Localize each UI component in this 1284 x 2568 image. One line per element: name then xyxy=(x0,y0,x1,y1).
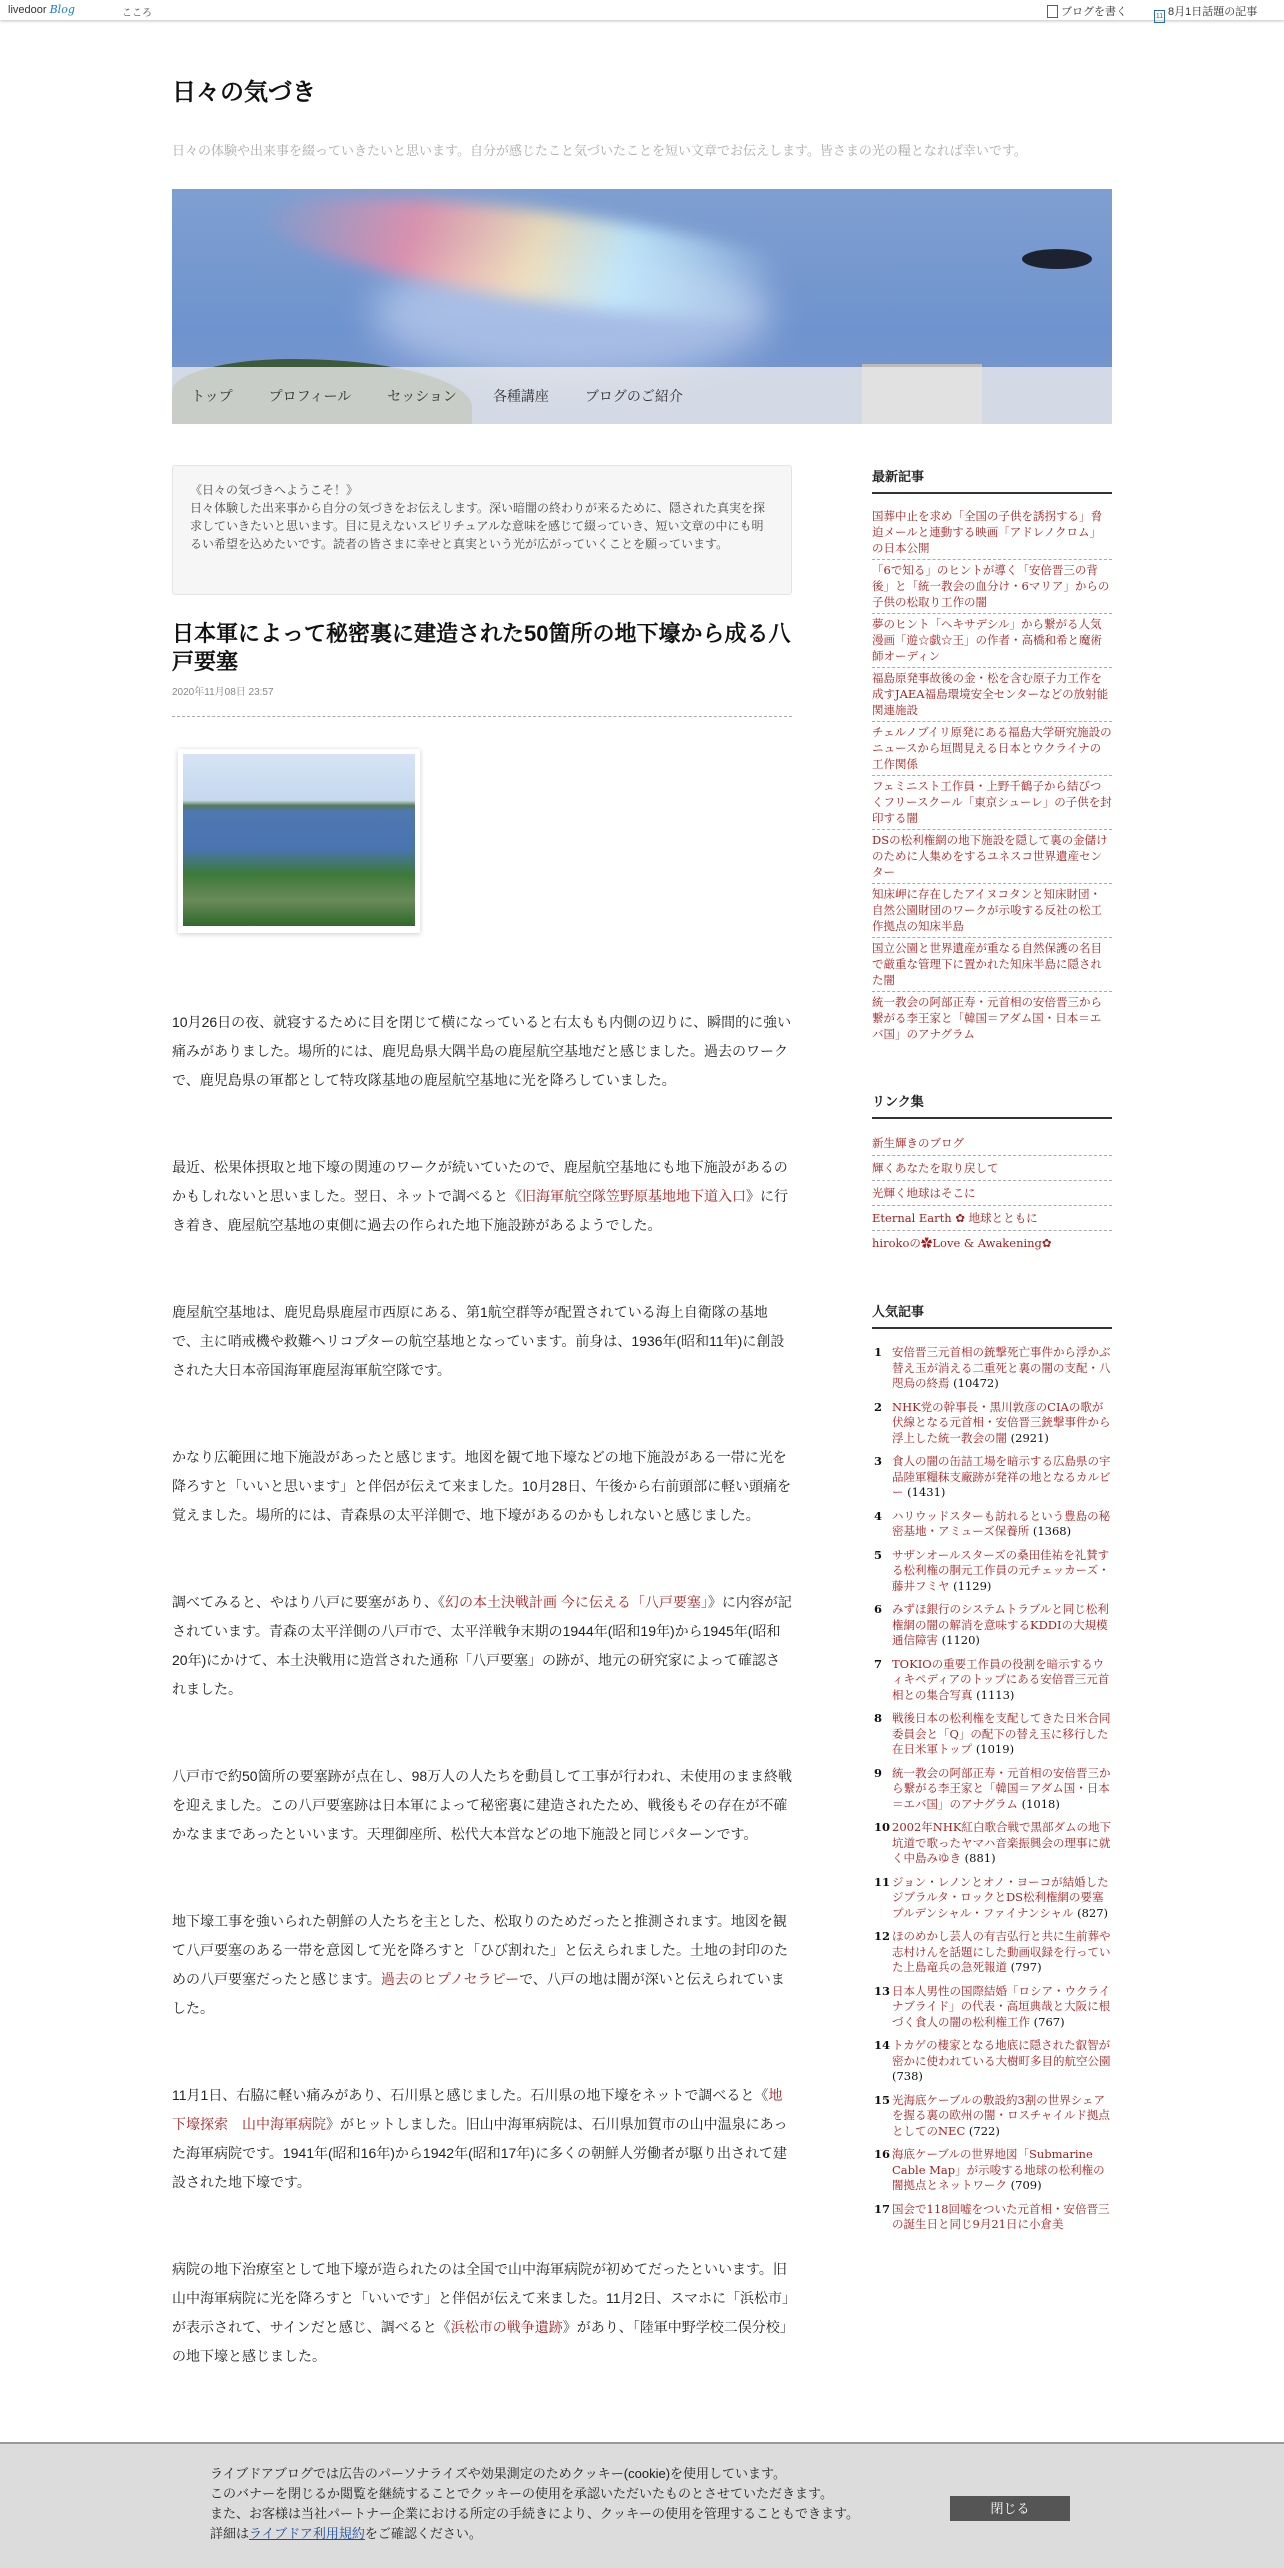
latest-article-link[interactable]: フェミニスト工作員・上野千鶴子から結びつくフリースクール「東京シューレ」の子供を封印する闇 xyxy=(872,776,1112,830)
latest-article-link[interactable]: DSの松利権網の地下施設を隠して裏の金儲けのために人集めをするユネスコ世界遺産センター xyxy=(872,830,1112,884)
paragraph xyxy=(172,1588,792,1704)
rank-number: 5 xyxy=(874,1547,883,1562)
view-count: (10472) xyxy=(953,1376,999,1390)
text: 》があり、「陸軍中野学校二俣分校」の地下壕と感じました。 xyxy=(172,2319,787,2364)
pencil-icon xyxy=(1047,5,1058,18)
popular-article-item xyxy=(872,1548,1112,1595)
text: 鹿屋航空基地は、鹿児島県鹿屋市西原にある、第1航空群等が配置されている海上自衛隊の基地で、主に哨戒機や救難ヘリコプターの航空基地となっています。前身は、1936年(昭和11年)に創設された大日本帝国海軍鹿屋海軍航空隊です。 xyxy=(172,1304,785,1378)
popular-article-link[interactable]: ハリウッドスターも訪れるという豊島の秘密基地・アミューズ保養所 xyxy=(892,1508,1111,1538)
text: 》に行き着き、鹿屋航空基地の東側に過去の作られた地下施設跡があるようでした。 xyxy=(172,1188,788,1233)
paragraph xyxy=(172,2255,792,2371)
view-count: (709) xyxy=(1010,2178,1042,2192)
cookie-detail-suffix: をご確認ください。 xyxy=(364,2526,482,2541)
popular-article-link[interactable]: 光海底ケーブルの敷設約3割の世界シェアを握る裏の欧州の闇・ロスチャイルド拠点としてのNEC xyxy=(892,2092,1110,2138)
article-link[interactable]: 過去のヒプノセラピー xyxy=(380,1971,520,1987)
text: 最近、松果体摂取と地下壕の関連のワークが続いていたので、鹿屋航空基地にも地下施設があるのかもしれないと思いました。翌日、ネットで調べると《 xyxy=(172,1159,788,1204)
cookie-detail-prefix: 詳細は xyxy=(210,2526,250,2541)
view-count: (1368) xyxy=(1032,1524,1072,1538)
latest-article-link[interactable]: 夢のヒント「ヘキサデシル」から繋がる人気漫画「遊☆戯☆王」の作者・高橋和希と魔術師オーディン xyxy=(872,614,1112,668)
rank-number: 2 xyxy=(874,1399,883,1414)
paragraph xyxy=(172,1907,792,2023)
article-body xyxy=(172,1008,792,2429)
text: かなり広範囲に地下施設があったと感じます。地図を観て地下壕などの地下施設がある一帯に光を降ろすと「いいと思います」と伴侶が伝えて来ました。10月28日、午後から右前頭部に軽い頭痛を覚えました。場所的には、青森県の太平洋側で、地下壕があるのかもしれないと感じました。 xyxy=(172,1449,792,1523)
livedoor-blog-logo[interactable] xyxy=(8,3,75,16)
popular-article-link[interactable]: 国会で118回嘘をついた元首相・安倍晋三の誕生日と同じ9月21日に小倉美 xyxy=(892,2201,1110,2231)
blogroll-link[interactable]: hirokoの✿Love & Awakening✿ xyxy=(872,1236,1052,1250)
paragraph xyxy=(172,1153,792,1240)
header-image xyxy=(172,189,1112,424)
nav-profile[interactable]: プロフィール xyxy=(268,387,352,404)
close-button[interactable]: 閉じる xyxy=(950,2496,1070,2521)
popular-articles-list xyxy=(872,1345,1112,2233)
popular-article-link[interactable]: NHK党の幹事長・黒川敦彦のCIAの歌が伏線となる元首相・安倍晋三銃撃事件から浮上した統一教会の闇 xyxy=(892,1399,1111,1445)
welcome-heading: 《日々の気づきへようこそ！》 xyxy=(190,483,359,497)
popular-article-link[interactable]: サザンオールスターズの桑田佳祐を礼賛する松利権の胴元工作員の元チェッカーズ・藤井フミヤ xyxy=(892,1547,1110,1593)
logo-text: livedoor xyxy=(8,4,47,16)
terms-link[interactable]: ライブドア利用規約 xyxy=(249,2526,365,2541)
nav-blog-intro[interactable]: ブログのご紹介 xyxy=(584,387,683,404)
article-photo[interactable] xyxy=(178,749,420,933)
popular-article-item xyxy=(872,1820,1112,1867)
paragraph xyxy=(172,1762,792,1849)
popular-article-item xyxy=(872,1657,1112,1704)
latest-article-link[interactable]: 国立公園と世界遺産が重なる自然保護の名目で厳重な管理下に置かれた知床半島に隠された闇 xyxy=(872,938,1112,992)
rank-number: 7 xyxy=(874,1656,883,1671)
view-count: (2921) xyxy=(1010,1430,1049,1445)
popular-article-item xyxy=(872,1602,1112,1649)
latest-article-link[interactable]: チェルノブイリ原発にある福島大学研究施設のニュースから垣間見える日本とウクライナの工作関係 xyxy=(872,722,1112,776)
links-list xyxy=(872,1131,1112,1255)
view-count: (797) xyxy=(1010,1960,1042,1974)
divider xyxy=(172,716,792,717)
blogroll-link[interactable]: 輝くあなたを取り戻して xyxy=(872,1156,1112,1181)
blogroll-link[interactable]: Eternal Earth ✿ 地球とともに xyxy=(872,1206,1112,1231)
popular-article-item xyxy=(872,2038,1112,2085)
text: 10月26日の夜、就寝するために目を閉じて横になっていると右太もも内側の辺りに、瞬間的に強い痛みがありました。場所的には、鹿児島県大隅半島の鹿屋航空基地だと感じました。過去のワークで、鹿児島県の軍都として特攻隊基地の鹿屋航空基地に光を降ろしていました。 xyxy=(172,1014,792,1088)
cookie-text xyxy=(210,2464,859,2544)
latest-article-link[interactable]: 国葬中止を求め「全国の子供を誘拐する」脅迫メールと連動する映画「アドレノクロム」の日本公開 xyxy=(872,506,1112,560)
text: 病院の地下治療室として地下壕が造られたのは全国で山中海軍病院が初めてだったといいます。旧山中海軍病院に光を降ろすと「いいです」と伴侶が伝えて来ました。11月2日、スマホに「浜松市」が表示されて、サインだと感じ、調べると《 xyxy=(172,2261,790,2335)
article-link[interactable]: 浜松市の戦争遺跡 xyxy=(450,2319,563,2335)
blog-title[interactable]: 日々の気づき xyxy=(172,79,316,106)
nav-courses[interactable]: 各種講座 xyxy=(492,387,549,404)
view-count: (738) xyxy=(892,2069,923,2083)
popular-article-item xyxy=(872,2147,1112,2194)
article-link[interactable]: 旧海軍航空隊笠野原基地地下道入口 xyxy=(522,1188,746,1204)
nav-top[interactable]: トップ xyxy=(191,387,233,404)
welcome-box xyxy=(172,465,792,595)
blogroll-link[interactable]: 新生輝きのブログ xyxy=(872,1131,1112,1156)
nav-session[interactable]: セッション xyxy=(387,387,457,404)
rank-number: 14 xyxy=(874,2038,891,2052)
view-count: (767) xyxy=(1033,2014,1065,2029)
popular-article-link[interactable]: ジョン・レノンとオノ・ヨーコが結婚したジブラルタ・ロックとDS松利権網の要塞プルデンシャル・ファイナンシャル xyxy=(892,1874,1109,1920)
trending-label: 8月1日話題の記事 xyxy=(1168,6,1258,18)
latest-heading: 最新記事 xyxy=(872,466,1112,494)
rank-number: 8 xyxy=(874,1711,883,1725)
popular-article-link[interactable]: 2002年NHK紅白歌合戦で黒部ダムの地下坑道で歌ったヤマハ音楽振興会の理事に就く中島みゆき xyxy=(892,1820,1111,1865)
popular-article-item xyxy=(872,2093,1112,2140)
article-link[interactable]: 地下壕探索 山中海軍病院 xyxy=(172,2087,783,2132)
livedoor-top-bar xyxy=(0,0,1284,20)
view-count: (1129) xyxy=(953,1578,992,1593)
logo-blog-text: Blog xyxy=(49,3,75,16)
paragraph xyxy=(172,2081,792,2197)
view-count: (1019) xyxy=(975,1742,1015,1756)
blog-tagline: 日々の体験や出来事を綴っていきたいと思います。自分が感じたこと気づいたことを短い文章でお伝えします。皆さまの光の糧となれば幸いです。 xyxy=(172,143,1027,158)
text: 調べてみると、やはり八戸に要塞があり、《 xyxy=(172,1594,445,1610)
popular-article-item xyxy=(872,2202,1112,2233)
text: 11月1日、右脇に軽い痛みがあり、石川県と感じました。石川県の地下壕をネットで調べると《 xyxy=(172,2087,769,2103)
popular-heading: 人気記事 xyxy=(872,1301,1112,1329)
view-count: (881) xyxy=(964,1851,996,1865)
latest-article-link[interactable]: 知床岬に存在したアイヌコタンと知床財団・自然公園財団のワークが示唆する反社の松工作拠点の知床半島 xyxy=(872,884,1112,938)
cookie-line: このバナーを閉じるか閲覧を継続することでクッキーの使用を承認いただいたものとさせていただきます。 xyxy=(210,2486,833,2501)
calendar-icon: 11 xyxy=(1154,10,1165,23)
hero-streetlamp xyxy=(1022,249,1092,269)
popular-article-item xyxy=(872,1509,1112,1540)
rank-number: 9 xyxy=(874,1765,883,1780)
rank-number: 12 xyxy=(874,1929,891,1943)
popular-article-link[interactable]: ほのめかし芸人の有吉弘行と共に生前葬や志村けんを話題にした動画収録を行っていた上島竜兵の急死報道 xyxy=(892,1929,1111,1974)
text: 》がヒットしました。旧山中海軍病院は、石川県加賀市の山中温泉にあった海軍病院です。1941年(昭和16年)から1942年(昭和17年)に多くの朝鮮人労働者が駆り出されて建設された地下壕です。 xyxy=(172,2116,788,2190)
popular-article-link[interactable]: 安倍晋三元首相の銃撃死亡事件から浮かぶ替え玉が消える二重死と裏の闇の支配・八咫烏の終焉 xyxy=(892,1345,1111,1390)
latest-article-link[interactable]: 「6で知る」のヒントが導く「安倍晋三の背後」と「統一教会の血分け・6マリア」からの子供の松取り工作の闇 xyxy=(872,560,1112,614)
popular-article-link[interactable]: みずほ銀行のシステムトラブルと同じ松利権網の闇の解消を意味するKDDIの大規模通信障害 xyxy=(892,1602,1109,1647)
text: で、八戸の地は闇が深いと伝えられていました。 xyxy=(172,1971,785,2016)
article-date: 2020年11月08日 23:57 xyxy=(172,687,274,698)
rank-number: 3 xyxy=(874,1454,883,1468)
cookie-banner xyxy=(0,2442,1284,2568)
view-count: (1018) xyxy=(1021,1796,1060,1811)
welcome-text: 日々体験した出来事から自分の気づきをお伝えします。深い暗闇の終わりが来るために、隠された真実を探求していきたいと思います。目に見えないスピリチュアルな意味を感じて綴っていき、短い文章の中にも明るい希望を込めたいです。読者の皆さまに幸せと真実という光が広がっていくことを願っています。 xyxy=(190,501,766,551)
view-count: (722) xyxy=(968,2123,1000,2138)
links-heading: リンク集 xyxy=(872,1091,1112,1119)
cookie-line xyxy=(210,2524,859,2544)
blogroll-link[interactable]: 光輝く地球はそこに xyxy=(872,1181,1112,1206)
text: 》に内容が記されています。青森の太平洋側の八戸市で、太平洋戦争末期の1944年(昭和19年)から1945年(昭和20年)にかけて、本土決戦用に造営された通称「八戸要塞」の跡が、地元の研究家によって確認されました。 xyxy=(172,1594,792,1697)
rank-number: 6 xyxy=(874,1602,883,1616)
sidebar xyxy=(872,466,1112,2241)
article-link[interactable]: 幻の本土決戦計画 今に伝える「八戸要塞」 xyxy=(445,1594,708,1610)
popular-article-item xyxy=(872,1984,1112,2031)
rank-number: 16 xyxy=(874,2147,891,2161)
rank-number: 15 xyxy=(874,2092,891,2107)
popular-article-item xyxy=(872,1711,1112,1758)
rank-number: 17 xyxy=(874,2201,891,2216)
rank-number: 10 xyxy=(874,1820,891,1834)
rank-number: 11 xyxy=(874,1874,891,1889)
trending-articles-link[interactable] xyxy=(1154,3,1257,23)
view-count: (1120) xyxy=(941,1633,980,1647)
paragraph xyxy=(172,1298,792,1385)
rank-number: 1 xyxy=(874,1345,883,1359)
rank-number: 4 xyxy=(874,1508,883,1523)
global-nav xyxy=(172,367,1112,424)
popular-article-link[interactable]: 統一教会の阿部正寿・元首相の安倍晋三から繋がる李王家と「韓国＝アダム国・日本＝エバ国」のアナグラム xyxy=(892,1765,1111,1811)
category-link[interactable]: こころ xyxy=(122,8,152,19)
popular-article-link[interactable]: TOKIOの重要工作員の役割を暗示するウィキペディアのトップにある安倍晋三元首相との集合写真 xyxy=(892,1656,1110,1702)
popular-article-item xyxy=(872,1400,1112,1447)
cookie-line: ライブドアブログでは広告のパーソナライズや効果測定のためクッキー(cookie)を使用しています。 xyxy=(210,2466,786,2481)
popular-article-link[interactable]: 食人の闇の缶詰工場を暗示する広島県の宇品陸軍糧秣支廠跡が発祥の地となるカルビー xyxy=(892,1454,1111,1499)
popular-article-item xyxy=(872,1875,1112,1922)
text: 八戸市で約50箇所の要塞跡が点在し、98万人の人たちを動員して工事が行われ、未使用のまま終戦を迎えました。この八戸要塞跡は日本軍によって秘密裏に建造されたため、戦後もその存在が不確かなままであったといいます。天理御座所、松代大本営などの地下施設と同じパターンです。 xyxy=(172,1768,792,1842)
paragraph xyxy=(172,1443,792,1530)
view-count: (1431) xyxy=(907,1485,946,1499)
article-title[interactable]: 日本軍によって秘密裏に建造された50箇所の地下壕から成る八戸要塞 xyxy=(172,621,791,674)
bay-landscape-image xyxy=(183,754,415,926)
view-count: (827) xyxy=(1077,1905,1109,1920)
write-blog-label: ブログを書く xyxy=(1061,6,1127,18)
popular-article-item xyxy=(872,1454,1112,1501)
popular-article-link[interactable]: 海底ケーブルの世界地図「Submarine Cable Map」が示唆する地球の松利権の闇拠点とネットワーク xyxy=(892,2147,1105,2192)
popular-article-item xyxy=(872,1345,1112,1392)
cookie-line: また、お客様は当社パートナー企業における所定の手続きにより、クッキーの使用を管理することもできます。 xyxy=(210,2506,859,2521)
latest-articles-list xyxy=(872,506,1112,1045)
view-count: (1113) xyxy=(976,1687,1015,1702)
text: 地下壕工事を強いられた朝鮮の人たちを主とした、松取りのためだったと推測されます。地図を観て八戸要塞のある一帯を意図して光を降ろすと「ひび割れた」と伝えられました。土地の封印のための八戸要塞だったと感じます。 xyxy=(172,1913,788,1987)
popular-article-link[interactable]: 戦後日本の松利権を支配してきた日米合同委員会と「Q」の配下の替え玉に移行した在日米軍トップ xyxy=(892,1711,1111,1756)
popular-article-link[interactable]: 日本人男性の国際結婚「ロシア・ウクライナブライド」の代表・高垣典哉と大阪に根づく食人の闇の松利権工作 xyxy=(892,1983,1111,2029)
write-blog-link[interactable] xyxy=(1047,3,1127,19)
latest-article-link[interactable]: 統一教会の阿部正寿・元首相の安倍晋三から繋がる李王家と「韓国＝アダム国・日本＝エバ国」のアナグラム xyxy=(872,995,1102,1041)
popular-article-item xyxy=(872,1766,1112,1813)
popular-article-link[interactable]: トカゲの棲家となる地底に隠された叡智が密かに使われている大樹町多目的航空公園 xyxy=(892,2038,1111,2068)
popular-article-item xyxy=(872,1929,1112,1976)
paragraph xyxy=(172,1008,792,1095)
latest-article-link[interactable]: 福島原発事故後の金・松を含む原子力工作を成すJAEA福島環境安全センターなどの放射能関連施設 xyxy=(872,668,1112,722)
rank-number: 13 xyxy=(874,1983,891,1998)
